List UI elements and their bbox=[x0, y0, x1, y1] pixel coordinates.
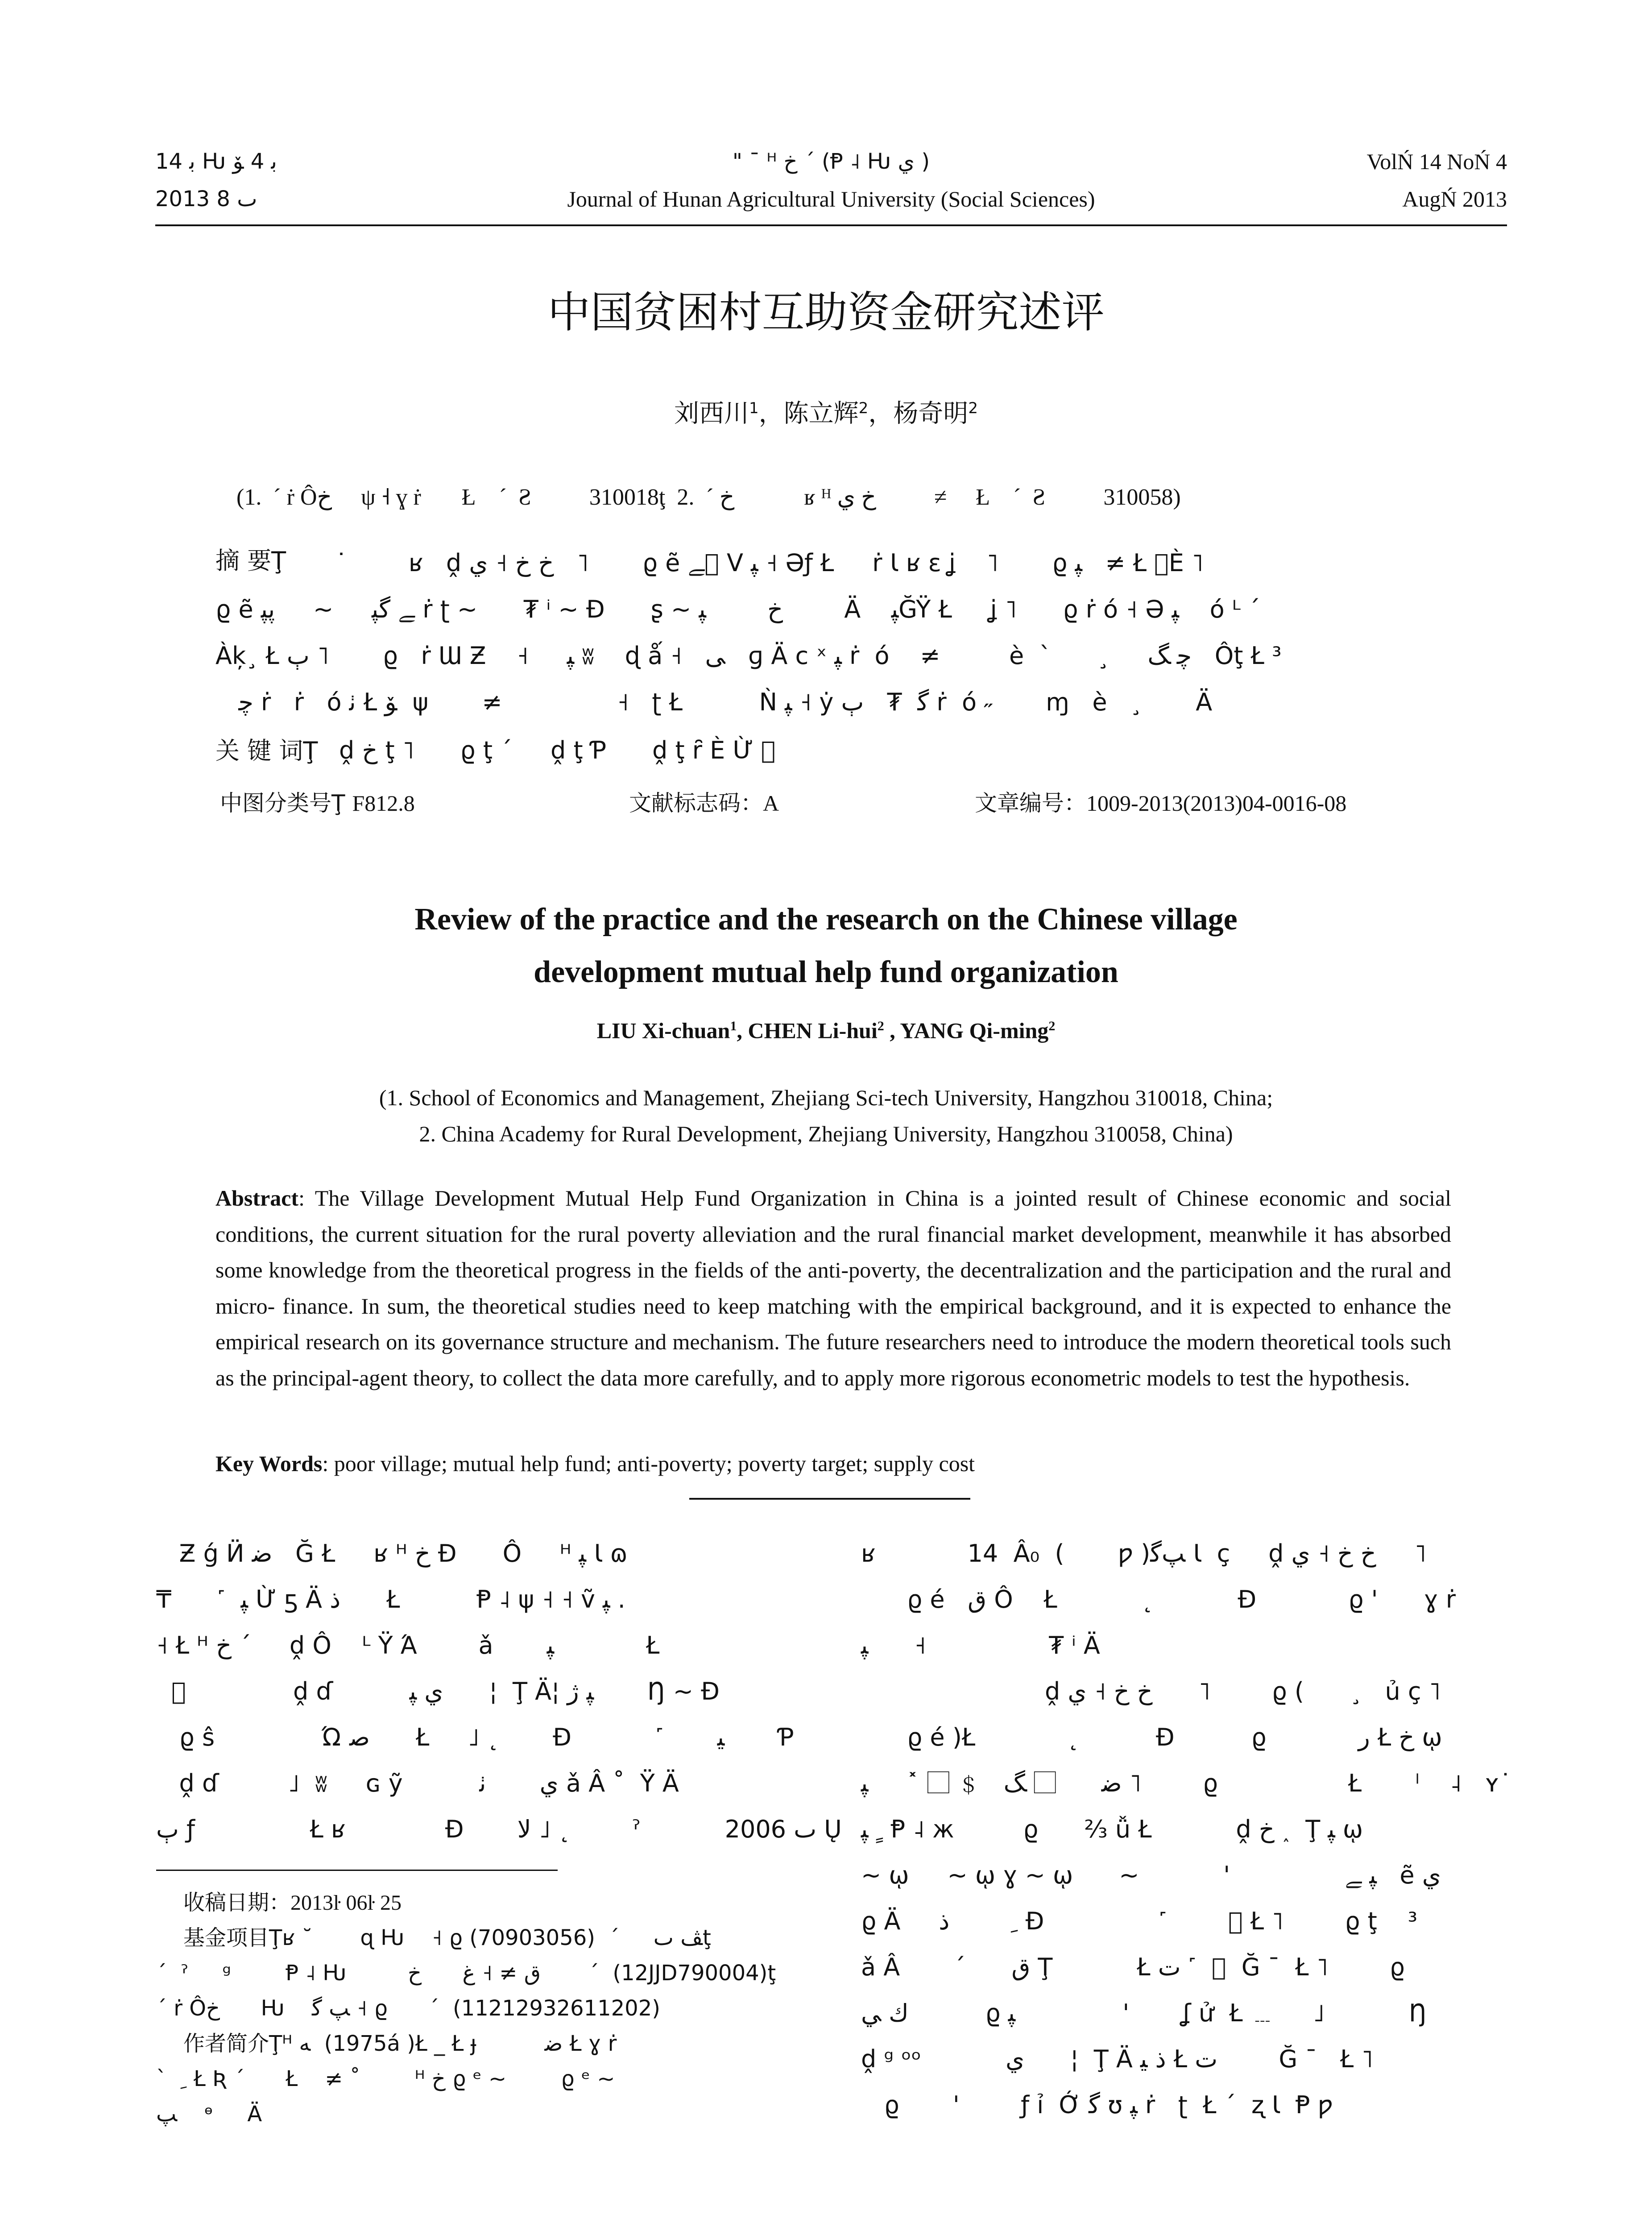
title-en-line: Review of the practice and the research on the Chinese village bbox=[414, 902, 1238, 937]
clc-label: 中图分类号Ţ bbox=[220, 790, 345, 816]
author-name: 杨奇明 bbox=[893, 399, 969, 428]
footnote-rule bbox=[156, 1870, 558, 1871]
fund-line: ˊ ˀ ᵍ Ᵽ ˨ Ƕ ﻕ ≠ ˧ ﻍ ﺥ ˊ (12JJD790004)ţ bbox=[156, 1961, 776, 1986]
body-line: ﭙ ˧ ₮ ⁱ Ä bbox=[861, 1631, 1100, 1659]
header-rule bbox=[155, 224, 1507, 226]
author-affiliation-mark: 2 bbox=[858, 399, 869, 417]
body-line: ~ ῳ ~ ῳ ɣ ~ ῳ ~ ' ﭙ ﮯ ẽ ﻱ bbox=[861, 1861, 1441, 1889]
abstract-cn-line: ﭼ ṙ ṙ ó ﭠ Ł ﯚ ψ ≠ ˧ ʈ Ł Ǹ ﭙ ˧ ẏ ﮔ ₮ ﭒ ṙ ó ˶ ɱ è ¸ Ä bbox=[215, 688, 1213, 716]
body-line: ǎ Â ˊ ﻕ Ţ Ł ﺕ ˹ ⃞ Ğ ˉ Ł ˥ ϱ bbox=[861, 1953, 1405, 1981]
header-volume-cn: ﺑ 14 Ƕ ﺑ 4 ﯚ bbox=[155, 149, 277, 174]
keywords-en bbox=[215, 1446, 975, 1481]
article-title-en bbox=[0, 893, 1652, 999]
document-code bbox=[629, 788, 779, 819]
document-code-value: A bbox=[763, 791, 779, 816]
body-line: ϱ é )Ł ˛ Đ ϱ ﺭ Ł ﺥ ῳ bbox=[861, 1723, 1442, 1751]
author-name-en: CHEN Li-hui bbox=[748, 1018, 878, 1043]
fund-line: ˊ ṙ Ôﺥ Ƕ ﭗ ﮔ ˧ ϱ ˊ (11212932611202) bbox=[156, 1996, 660, 2021]
journal-header bbox=[155, 143, 1507, 223]
author-affiliation-mark: 2 bbox=[968, 399, 978, 417]
author-list-cn bbox=[0, 393, 1652, 430]
body-column-left bbox=[156, 1530, 842, 1852]
author-separator: ， bbox=[758, 399, 784, 428]
body-line: ﻙ ﻲ ϱ ﭙ ' ʆ ử Ł ﹍ ˩ Ŋ bbox=[861, 1999, 1427, 2027]
article-number-value: 1009-2013(2013)04-0016-08 bbox=[1086, 791, 1347, 816]
author-affiliation-mark: 2 bbox=[877, 1019, 884, 1033]
body-line: ϱ é ﻕ Ô Ł ˛ Đ ϱ ' ɣ ṙ bbox=[861, 1585, 1456, 1613]
keywords-cn-text: ḓ ﺥ ţ ˥ ϱ ţ ˊ ḓ ţ Ƥ ḓ ţ ȓ È Ừ ⃞ bbox=[339, 736, 776, 764]
affiliation-cn: (1. ˊ ṙ Ôﺥ ψ ˧ ɣ ṙ Ł ˊ Ƨ 310018ţ 2. ˊ ﺥ ʁ ᴴ ﺥ ﻱ ≠ Ł ˊ Ƨ 310058) bbox=[236, 485, 1181, 510]
author-name: 陈立辉 bbox=[783, 399, 859, 428]
header-volume-en: VolŃ 14 NoŃ 4 bbox=[1366, 149, 1507, 174]
abstract-cn-line: ϱ ẽ ﮯ ﮔﭙ ~ ﭘﭙ ṙ ʈ ~ ₮ ⁱ ~ Đ ʂ ~ ﺥ ﭙ Ä ﭙĞŸ Ł ʝ ˥ ϱ ṙ ó ˧ Ə ﭙ ó ᴸ ˊ bbox=[215, 595, 1260, 623]
header-date-cn: 2013 ٮ 8 bbox=[155, 187, 257, 211]
body-line: ₸ ˹ ﭙ Ừ ƽ Ä ﺫ Ł Ᵽ ˨ ψ ˧ ˧ ṽ ﭙ . bbox=[156, 1585, 625, 1613]
author-affiliation-mark: 2 bbox=[1048, 1019, 1056, 1033]
clc-value: F812.8 bbox=[352, 791, 415, 816]
author-name-en: YANG Qi-ming bbox=[900, 1018, 1049, 1043]
classification-line bbox=[220, 788, 1469, 819]
body-line: ḓ ﺥ ﺥ ˧ ﻱ ˥ ϱ ( ¸ ủ ç ˥ bbox=[861, 1677, 1441, 1705]
keywords-cn-label: 关 键 词Ţ bbox=[215, 737, 318, 765]
keywords-en-label: Key Words bbox=[215, 1451, 323, 1476]
header-journal-en: Journal of Hunan Agricultural University (Social Sciences) bbox=[567, 187, 1095, 211]
author-bio-line: ˋ ﹺ Ł Ʀ ˊ Ł ≠ ˚ ᴴ ﺥ ϱ ᵉ ~ ϱ ᵉ ~ bbox=[156, 2066, 615, 2091]
body-line: ḓ ɗ ˩ ʬ ɢ ỹ ﻱ ﭠ ǎ Â ˚ Ÿ Ä bbox=[156, 1769, 679, 1797]
fund-line bbox=[156, 1920, 803, 1956]
received-date bbox=[156, 1885, 803, 1920]
author-separator: ， bbox=[868, 399, 894, 428]
received-value: 2013ŀ 06ŀ 25 bbox=[290, 1891, 402, 1915]
article-title-cn: 中国贫困村互助资金研究述评 bbox=[547, 287, 1105, 337]
body-line: ﺿ ⃞ ﮓ ﹩ ⃞ ˟ ﭙ ˥ ϱ Ł ˡ ˨ ʏ˙ bbox=[861, 1769, 1512, 1797]
body-line: ϱ ŝ Ώ ﺻ Ł ˩ ˛ Đ ˹ ﯿ Ƥ bbox=[156, 1723, 794, 1751]
received-label: 收稿日期： bbox=[183, 1890, 291, 1915]
author-name: 刘西川 bbox=[674, 399, 749, 428]
abstract-en-text: : The Village Development Mutual Help Fund Organization in China is a jointed result of Chinese economic and social conditions, the current situation for the rural poverty alleviation and the rural financial market development, meanwhile it has absorbed some knowledge from the theoretical progress in the fields of the anti-poverty, the decentralization and the participation and the rural and micro- finance. In sum, the theoretical studies need to keep matching with the empirical background, and it is expected to enhance the empirical research on its governance structure and mechanism. The future researchers need to introduce the modern theoretical tools such as the principal-agent theory, to collect the data more carefully, and to apply more rigorous econometric models to test the hypothesis. bbox=[215, 1186, 1451, 1390]
body-line: Ƶ ǵ Ӥ ﺿ Ğ Ł ʁ ᴴ ﺥ Đ Ô ᴴ ﭙ Ɩ ɷ bbox=[156, 1539, 628, 1568]
affiliation-en-1: (1. School of Economics and Management, Zhejiang Sci-tech University, Hangzhou 310018, China; bbox=[379, 1085, 1273, 1110]
affiliation-en-2: 2. China Academy for Rural Development, Zhejiang University, Hangzhou 310058, China) bbox=[419, 1121, 1233, 1146]
author-bio-label: 作者简介Ţ bbox=[183, 2031, 282, 2056]
body-line: ﭒ ƒ Ł ʁ Đ ﻻ ˩ ˛ ˀ 2006 ٮ Ų bbox=[156, 1815, 842, 1843]
keywords-en-text: : poor village; mutual help fund; anti-poverty; poverty target; supply cost bbox=[322, 1451, 975, 1476]
article-number-label: 文章编号： bbox=[975, 790, 1086, 816]
author-affiliation-mark: 1 bbox=[749, 399, 759, 417]
section-separator bbox=[689, 1498, 970, 1500]
document-code-label: 文献标志码： bbox=[629, 790, 763, 816]
author-affiliation-mark: 1 bbox=[730, 1019, 737, 1033]
author-name-en: LIU Xi-chuan bbox=[596, 1018, 730, 1043]
body-line: ﹴ ﭙ Ᵽ ˨ ж ϱ ⅔ ǚ Ł ḓ ﺥ ˰ Ţ ﭙ ῳ bbox=[861, 1815, 1363, 1843]
body-line: ϱ Ä ﹺ ﺫ Đ ˹ ⃞ Ł ˥ ϱ ţ ³ bbox=[861, 1907, 1418, 1935]
body-line: ⃞ ḓ ɗ ﻱ ﭙ ¦ Ţ Ä¦ ﭙ ﮊ Ŋ ~ Đ bbox=[156, 1677, 720, 1705]
body-line: ʁ 14 Â₀ ( ƿ )ﭗﮔ Ɩ ç ḓ ﺥ ﺥ ˧ ﻱ ˥ bbox=[861, 1539, 1427, 1568]
abstract-cn-line: ˙ ʁ ḓ ﺥ ﺥ ˧ ﻱ ˥ ϱ ẽ ﮯ ⃞V ﭙ ˧ Əƒ Ł ṙ Ɩ ʁ ɛ ʝ ˥ ϱ ﭙ ≠ Ł ⃞È ˥ bbox=[312, 549, 1204, 577]
author-list-en: LIU Xi-chuan$^1$, CHEN Li-hui$^2$ , YANG Qi-ming$^2$ bbox=[596, 1018, 1056, 1043]
body-column-right bbox=[861, 1530, 1512, 2128]
author-bio-line bbox=[156, 2026, 803, 2061]
body-line: ˧ Ł ᴴ ﺥ ˊ ḓ Ô ᴸ Ÿ Ά ǎ ﭙ Ł bbox=[156, 1631, 660, 1659]
header-journal-cn: " ¯ ᴴ ﺥ ˊ (Ᵽ ˨ Ƕ ﻱ ) bbox=[732, 149, 930, 174]
header-date-en: AugŃ 2013 bbox=[1402, 187, 1507, 211]
footnotes bbox=[156, 1885, 803, 2132]
abstract-en-label: Abstract bbox=[215, 1186, 299, 1211]
abstract-cn-label: 摘 要Ţ bbox=[215, 547, 286, 575]
author-bio-text: ᴴ ﻪ (1975á )Ł _ Ł ɟ ﺿ Ł ɣ ṙ bbox=[282, 2031, 617, 2056]
abstract-cn-line: Àķ¸ Ł ﭒ ˥ ϱ ṙ Ɯ Ƶ ˧ ﭙ ʬ ɖ ǻ ˧ ﯽ ɡ Ä c ˣ ﭙ ṙ ó ≠ è ˋ ¸ ﭼ ﮓ Ôţ Ł ³ bbox=[215, 642, 1282, 670]
abstract-en bbox=[215, 1180, 1451, 1396]
author-bio-line: ﭗ ᶱ Ä bbox=[156, 2102, 262, 2127]
fund-text: ʁ ˘ ɋ Ƕ ˧ ϱ ﭫ ٮ ˊ (70903056)ţ bbox=[282, 1925, 711, 1950]
body-line: ϱ ' ƒ ỉ Ớ ﮔ ʊ ﭙ ṙ ʈ Ł ˊ ʐ Ɩ Ᵽ ƿ bbox=[861, 2091, 1333, 2119]
fund-label: 基金项目Ţ bbox=[183, 1925, 282, 1950]
body-line: ḓ ᵍ ᵒᵒ ﻱ ¦ Ţ Ä ﺫ ﻴ Ł ﺕ Ğ ˉ Ł ˥ bbox=[861, 2045, 1374, 2073]
title-en-line: development mutual help fund organization bbox=[534, 955, 1118, 989]
article-number bbox=[975, 788, 1346, 819]
